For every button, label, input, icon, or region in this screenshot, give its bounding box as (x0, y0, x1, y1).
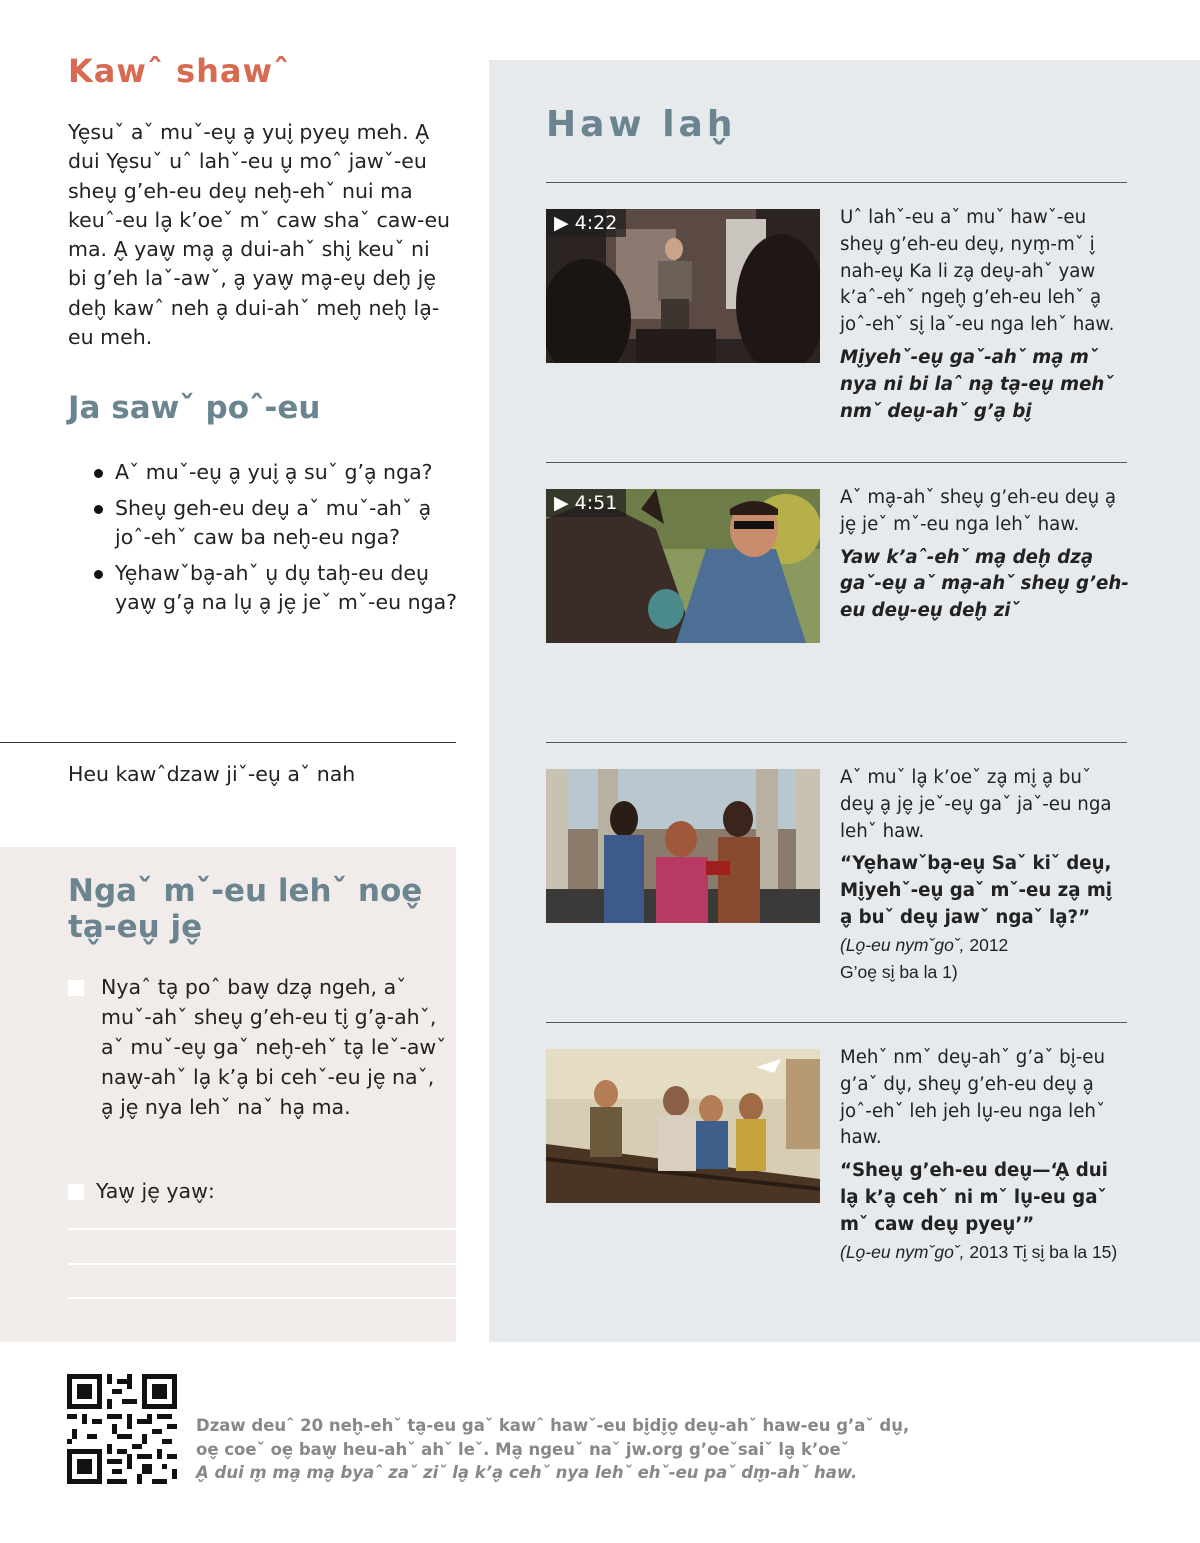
write-line[interactable] (68, 1263, 456, 1265)
article-illustration (546, 1049, 820, 1203)
footer-line: Dzaw deuˆ 20 neh̬-ehˇ ta̬-eu gaˇ kawˆ hawˇ-eu bi̬di̬o̬ deu̬-ahˇ haw-eu g’aˇ du̬, (196, 1416, 910, 1435)
divider (546, 462, 1127, 463)
footer-text (196, 1414, 1156, 1485)
checkbox-icon[interactable] (68, 980, 84, 996)
review-question: Ye̬hawˇba̬-ahˇ u̬ du̬ tah̬-eu deu̬ yaw̬ g’a̬ na lu̬ a̬ je̬ jeˇ mˇ-eu nga? (115, 560, 458, 614)
divider (0, 742, 456, 743)
goal-item-label: Nyaˆ ta̬ poˆ baw̬ dza̬ ngeh, aˇ muˇ-ahˇ sheu̬ g’eh-eu ti̬ g’a̬-ahˇ, aˇ muˇ-eu̬ gaˇ neh̬-ehˇ ta̬ leˇ-awˇ naw̬-ahˇ la̬ k’a̬ bi cehˇ-eu je̬ naˇ, a̬ je̬ nya lehˇ naˇ ha̬ ma. (101, 975, 447, 1119)
video-description (840, 485, 1130, 625)
video-title-link[interactable]: Mi̬yehˇ-eu̬ gaˇ-ahˇ ma̬ mˇ nya ni bi laˆ na̬ ta̬-eu̬ mehˇ nmˇ deu̬-ahˇ g’a̬ bi̬ (840, 346, 1114, 422)
review-title: Ja sawˇ poˆ-eu (68, 390, 321, 426)
article-source-issue: G’oe̬ si̬ ba la 1) (840, 961, 958, 982)
article-description (840, 1045, 1130, 1265)
bullet-icon (94, 469, 103, 478)
article-image[interactable] (546, 1049, 820, 1203)
divider (546, 742, 1127, 743)
item-text: Uˆ lahˇ-eu aˇ muˇ hawˇ-eu sheu̬ g’eh-eu deu̬, nym̬-mˇ i̬ nah-eu̬ Ka li za̬ deu̬-ahˇ yaw k’aˆ-ehˇ ngeh̬ g’eh-eu lehˇ a̬ joˆ-ehˇ si̬ laˇ-eu nga lehˇ haw. (840, 207, 1115, 336)
more-title: Haw lah̬ (546, 104, 737, 145)
video-duration-badge: ▶ 4:22 (546, 209, 626, 237)
list-item (68, 559, 458, 618)
review-list (68, 458, 458, 624)
play-icon: ▶ (554, 212, 569, 234)
footer-line: A̬ dui m̬ ma̬ ma̬ byaˆ zaˇ ziˇ la̬ k’a̬ cehˇ nya lehˇ ehˇ-eu paˇ dm̬-ahˇ haw. (196, 1463, 858, 1483)
notes-label: Heu kawˆdzaw jiˇ-eu̬ aˇ nah (68, 762, 356, 786)
article-source: (Lo̬-eu nymˇgoˇ, 2013 Ti̬ si̬ ba la 15) (840, 1241, 1118, 1262)
write-line[interactable] (68, 1297, 456, 1299)
video-duration-badge: ▶ 4:51 (546, 489, 626, 517)
article-title-link[interactable]: “Sheu̬ g’eh-eu deu̬—‘A̬ dui la̬ k’a̬ cehˇ ni mˇ lu̬-eu gaˇ mˇ caw deu̬ pyeu̬’” (840, 1160, 1108, 1235)
list-item (68, 458, 458, 488)
goal-item-label: Yaw̬ je̬ yaw̬: (96, 1179, 215, 1203)
video-thumbnail[interactable] (546, 489, 820, 643)
article-source: (Lo̬-eu nymˇgoˇ, 2012 (840, 934, 1009, 955)
bullet-icon (94, 505, 103, 514)
summary-text: Ye̬suˇ aˇ muˇ-eu̬ a̬ yui̬ pyeu̬ meh. A̬ dui Ye̬suˇ uˆ lahˇ-eu u̬ moˆ jawˇ-eu sheu̬ g’eh-eu deu̬ neh̬-ehˇ nui ma keuˆ-eu la̬ k’oeˇ mˇ caw shaˇ caw-eu ma. A̬ yaw̬ ma̬ a̬ dui-ahˇ shi̬ keuˇ ni bi g’eh laˇ-awˇ, a̬ yaw̬ ma̬-eu̬ deh̬ je̬ deh̬ kawˆ neh a̬ dui-ahˇ meh̬ neh̬ la̬-eu meh. (68, 120, 451, 350)
divider (546, 1022, 1127, 1023)
item-text: Mehˇ nmˇ deu̬-ahˇ g’aˇ bi̬-eu g’aˇ du̬, sheu̬ g’eh-eu deu̬ a̬ joˆ-ehˇ leh jeh lu̬-eu nga lehˇ haw. (840, 1047, 1106, 1149)
video-title-link[interactable]: Yaw k’aˆ-ehˇ ma̬ deh̬ dza̬ gaˇ-eu̬ aˇ ma̬-ahˇ sheu̬ g’eh-eu deu̬-eu̬ deh̬ ziˇ (840, 546, 1129, 622)
article-description (840, 765, 1130, 985)
play-icon: ▶ (554, 492, 569, 514)
goal-checkbox-item[interactable] (68, 972, 453, 1122)
review-question: Sheu̬ geh-eu deu̬ aˇ muˇ-ahˇ a̬ joˆ-ehˇ caw ba neh̬-eu nga? (115, 495, 432, 549)
qr-code-icon[interactable] (67, 1374, 177, 1484)
item-text: Aˇ ma̬-ahˇ sheu̬ g’eh-eu deu̬ a̬ je̬ jeˇ mˇ-eu nga lehˇ haw. (840, 487, 1117, 535)
goal-checkbox-item[interactable] (68, 1176, 453, 1206)
video-thumbnail[interactable] (546, 209, 820, 363)
divider (546, 182, 1127, 183)
article-title-link[interactable]: “Ye̬hawˇba̬-eu̬ Saˇ kiˇ deu̬, Mi̬yehˇ-eu̬ gaˇ mˇ-eu za̬ mi̬ a̬ buˇ deu̬ jawˇ ngaˇ la̬?” (840, 853, 1113, 928)
footer-line: oe̬ coeˇ oe̬ baw̬ heu-ahˇ ahˇ leˇ. Ma̬ ngeuˇ naˇ jw.org g’oeˇsaiˇ la̬ k’oeˇ (196, 1439, 849, 1459)
summary-title: Kawˆ shawˆ (68, 52, 291, 90)
goal-title: Ngaˇ mˇ-eu lehˇ noe̬ ta̬-eu̬ je̬ (68, 873, 423, 945)
checkbox-icon[interactable] (68, 1184, 84, 1200)
article-illustration (546, 769, 820, 923)
list-item (68, 494, 458, 553)
article-image[interactable] (546, 769, 820, 923)
item-text: Aˇ muˇ la̬ k’oeˇ za̬ mi̬ a̬ buˇ deu̬ a̬ je̬ jeˇ-eu̬ gaˇ jaˇ-eu nga lehˇ haw. (840, 767, 1112, 842)
write-line[interactable] (68, 1228, 456, 1230)
review-question: Aˇ muˇ-eu̬ a̬ yui̬ a̬ suˇ g’a̬ nga? (115, 460, 433, 484)
bullet-icon (94, 570, 103, 579)
video-description (840, 205, 1130, 425)
